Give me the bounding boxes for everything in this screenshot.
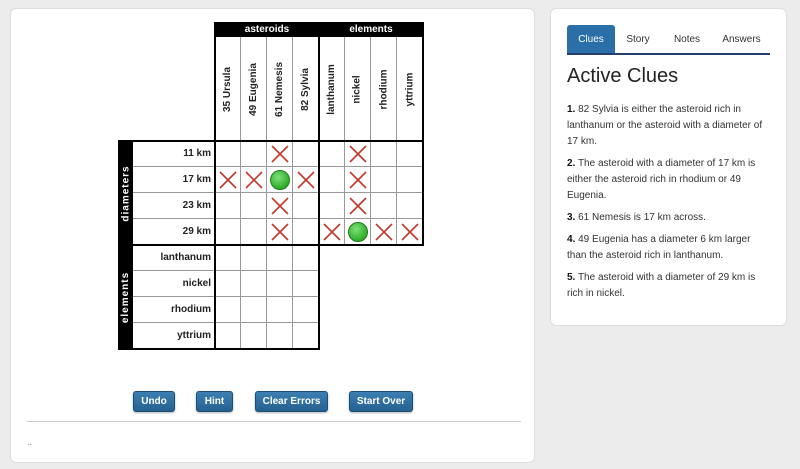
row-label: rhodium bbox=[133, 297, 215, 323]
grid-cell[interactable] bbox=[293, 193, 319, 219]
column-label bbox=[371, 37, 397, 141]
x-mark-icon bbox=[243, 169, 265, 191]
grid-cell[interactable] bbox=[267, 167, 293, 193]
footer-text: .. bbox=[27, 437, 33, 447]
grid-cell[interactable] bbox=[215, 219, 241, 245]
grid-cell[interactable] bbox=[397, 219, 423, 245]
x-mark-icon bbox=[347, 169, 369, 191]
column-label-text: 61 Nemesis bbox=[274, 61, 286, 118]
grid-cell[interactable] bbox=[241, 245, 267, 271]
x-mark-icon bbox=[347, 195, 369, 217]
column-label-text: lanthanum bbox=[326, 64, 337, 115]
x-mark-icon bbox=[373, 221, 395, 243]
grid-cell[interactable] bbox=[215, 193, 241, 219]
grid-cell[interactable] bbox=[293, 141, 319, 167]
green-dot-icon bbox=[348, 222, 368, 242]
column-label bbox=[345, 37, 371, 141]
x-mark-icon bbox=[269, 143, 291, 165]
clues-heading: Active Clues bbox=[567, 65, 679, 87]
grid-cell[interactable] bbox=[241, 297, 267, 323]
grid-cell[interactable] bbox=[241, 323, 267, 349]
clue-text: 49 Eugenia has a diameter 6 km larger than the asteroid rich in lanthanum. bbox=[567, 234, 751, 261]
clue-item bbox=[567, 102, 772, 150]
grid-cell[interactable] bbox=[293, 271, 319, 297]
column-label-text: 35 Ursula bbox=[222, 66, 233, 113]
grid-cell[interactable] bbox=[241, 193, 267, 219]
grid-cell[interactable] bbox=[345, 193, 371, 219]
clue-text: 61 Nemesis is 17 km across. bbox=[578, 212, 706, 223]
row-label: yttrium bbox=[133, 323, 215, 349]
grid-cell[interactable] bbox=[345, 167, 371, 193]
column-label bbox=[215, 37, 241, 141]
x-mark-icon bbox=[295, 169, 317, 191]
row-label: 29 km bbox=[133, 219, 215, 245]
clue-text: The asteroid with a diameter of 29 km is rich in nickel. bbox=[567, 272, 756, 299]
row-label: lanthanum bbox=[133, 245, 215, 271]
tab-bar bbox=[567, 25, 770, 55]
column-label bbox=[267, 37, 293, 141]
grid-cell[interactable] bbox=[267, 323, 293, 349]
grid-cell[interactable] bbox=[397, 193, 423, 219]
clue-text: The asteroid with a diameter of 17 km is either the asteroid rich in rhodium or 49 Eugenia. bbox=[567, 158, 756, 201]
row-label: 11 km bbox=[133, 141, 215, 167]
grid-cell[interactable] bbox=[267, 193, 293, 219]
grid-cell[interactable] bbox=[371, 193, 397, 219]
grid-cell[interactable] bbox=[267, 141, 293, 167]
x-mark-icon bbox=[347, 143, 369, 165]
grid-cell[interactable] bbox=[319, 193, 345, 219]
column-group-header: asteroids bbox=[215, 23, 319, 37]
start-over-button[interactable]: Start Over bbox=[349, 391, 413, 412]
column-label-text: yttrium bbox=[404, 72, 415, 107]
row-label: 17 km bbox=[133, 167, 215, 193]
grid-cell[interactable] bbox=[319, 219, 345, 245]
grid-cell[interactable] bbox=[241, 141, 267, 167]
divider bbox=[27, 421, 521, 422]
grid-cell[interactable] bbox=[293, 323, 319, 349]
column-label-text: nickel bbox=[352, 75, 364, 104]
column-group-header: elements bbox=[319, 23, 423, 37]
row-group-header bbox=[119, 245, 133, 349]
tab-clues[interactable]: Clues bbox=[567, 25, 615, 53]
row-group-label: elements bbox=[120, 271, 132, 323]
grid-cell[interactable] bbox=[293, 245, 319, 271]
grid-cell[interactable] bbox=[293, 219, 319, 245]
grid-cell[interactable] bbox=[397, 167, 423, 193]
grid-cell[interactable] bbox=[241, 219, 267, 245]
row-label: nickel bbox=[133, 271, 215, 297]
grid-cell[interactable] bbox=[371, 167, 397, 193]
clue-number: 1. bbox=[567, 104, 576, 115]
clue-item bbox=[567, 210, 772, 226]
x-mark-icon bbox=[269, 221, 291, 243]
clue-item bbox=[567, 232, 772, 264]
x-mark-icon bbox=[269, 195, 291, 217]
grid-cell[interactable] bbox=[371, 219, 397, 245]
grid-cell[interactable] bbox=[215, 167, 241, 193]
grid-cell[interactable] bbox=[267, 271, 293, 297]
row-group-header bbox=[119, 141, 133, 245]
clues-panel bbox=[550, 8, 787, 326]
column-label-text: 49 Eugenia bbox=[248, 63, 259, 116]
grid-cell[interactable] bbox=[267, 219, 293, 245]
x-mark-icon bbox=[399, 221, 421, 243]
grid-cell[interactable] bbox=[319, 167, 345, 193]
grid-cell[interactable] bbox=[215, 245, 241, 271]
grid-cell[interactable] bbox=[293, 167, 319, 193]
grid-cell[interactable] bbox=[397, 141, 423, 167]
clue-list bbox=[567, 102, 772, 308]
grid-cell[interactable] bbox=[215, 141, 241, 167]
grid-cell[interactable] bbox=[345, 219, 371, 245]
tab-story[interactable]: Story bbox=[626, 33, 650, 45]
hint-button[interactable]: Hint bbox=[196, 391, 233, 412]
clue-text: 82 Sylvia is either the asteroid rich in lanthanum or the asteroid with a diameter of 17 km. bbox=[567, 104, 763, 147]
grid-cell[interactable] bbox=[267, 297, 293, 323]
x-mark-icon bbox=[321, 221, 343, 243]
column-label-text: 82 Sylvia bbox=[300, 68, 311, 111]
grid-cell[interactable] bbox=[215, 323, 241, 349]
row-group-label: diameters bbox=[120, 164, 132, 222]
tab-notes[interactable]: Notes bbox=[673, 33, 701, 45]
clue-item bbox=[567, 270, 772, 302]
clue-item bbox=[567, 156, 772, 204]
puzzle-panel bbox=[10, 8, 535, 463]
grid-cell[interactable] bbox=[267, 245, 293, 271]
column-label-text: rhodium bbox=[378, 69, 389, 110]
clue-number: 3. bbox=[567, 212, 576, 223]
grid-cell[interactable] bbox=[215, 271, 241, 297]
grid-cell[interactable] bbox=[215, 297, 241, 323]
grid-cell[interactable] bbox=[241, 167, 267, 193]
clue-number: 2. bbox=[567, 158, 576, 169]
grid-cell[interactable] bbox=[345, 141, 371, 167]
grid-cell[interactable] bbox=[241, 271, 267, 297]
undo-button[interactable]: Undo bbox=[133, 391, 175, 412]
x-mark-icon bbox=[217, 169, 239, 191]
clue-number: 5. bbox=[567, 272, 576, 283]
green-dot-icon bbox=[270, 170, 290, 190]
grid-cell[interactable] bbox=[293, 297, 319, 323]
clear-errors-button[interactable]: Clear Errors bbox=[255, 391, 328, 412]
column-label bbox=[397, 37, 423, 141]
tab-answers[interactable]: Answers bbox=[722, 33, 761, 45]
row-label: 23 km bbox=[133, 193, 215, 219]
column-label bbox=[293, 37, 319, 141]
column-label bbox=[241, 37, 267, 141]
clue-number: 4. bbox=[567, 234, 576, 245]
column-label bbox=[319, 37, 345, 141]
grid-cell[interactable] bbox=[319, 141, 345, 167]
grid-cell[interactable] bbox=[371, 141, 397, 167]
